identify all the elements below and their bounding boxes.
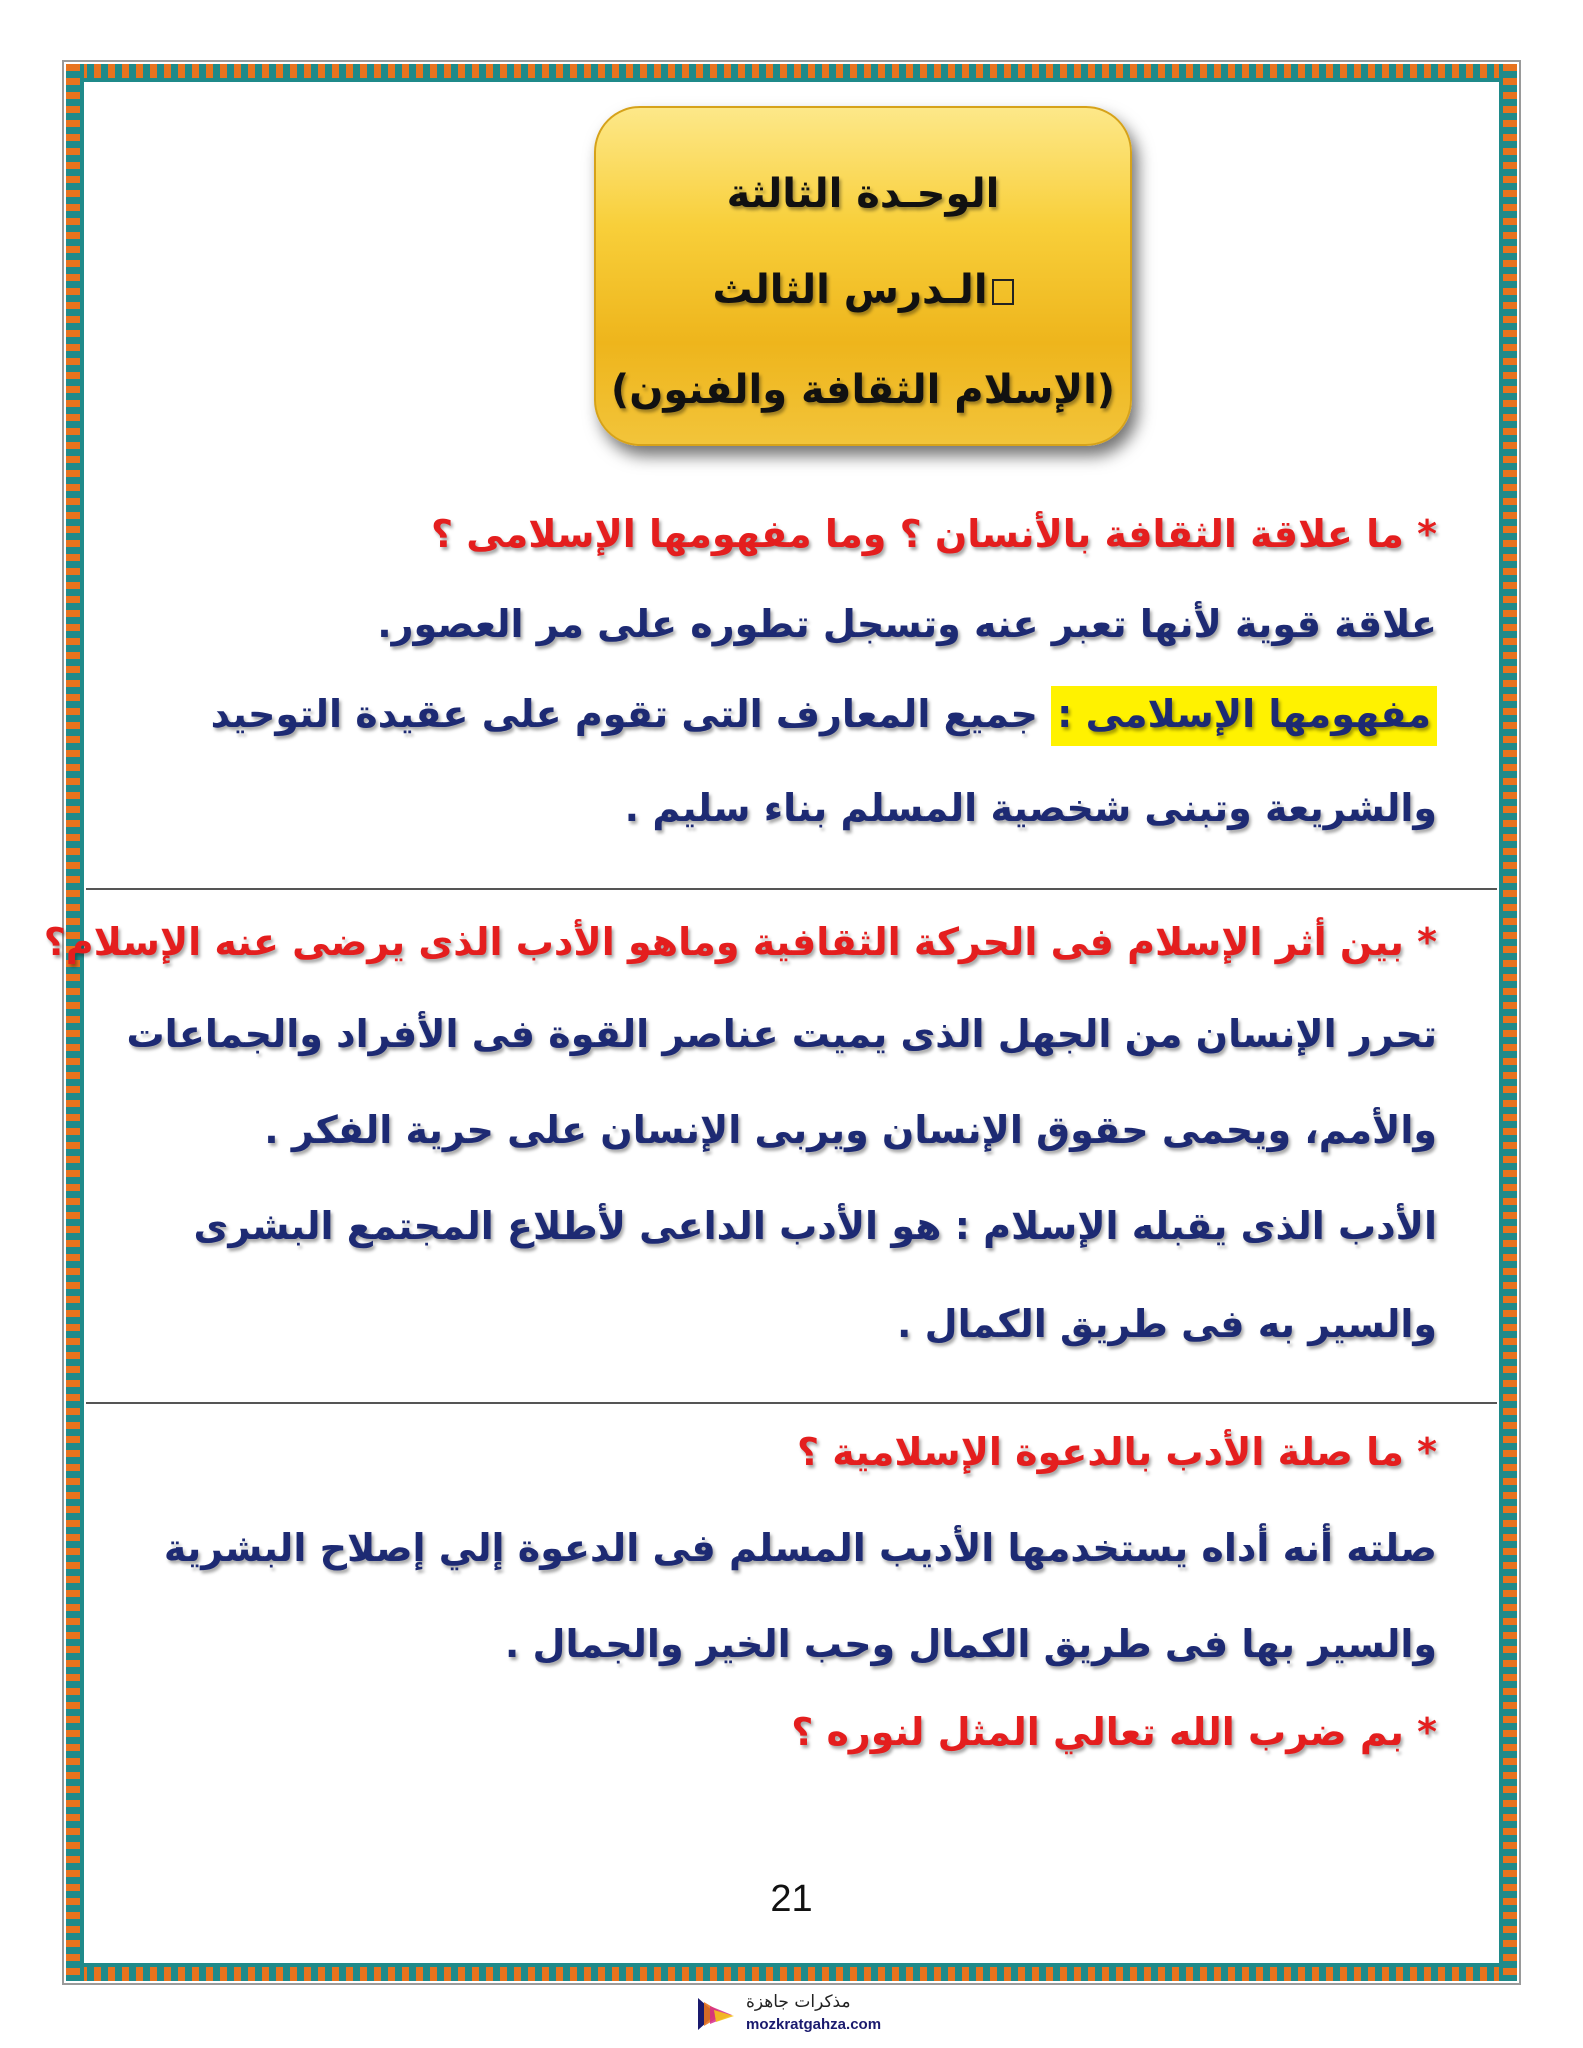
answer-2-line-4: والسير به فى طريق الكمال . xyxy=(896,1302,1437,1346)
lesson-title-box xyxy=(594,106,1132,446)
answer-2-line-2: والأمم، ويحمى حقوق الإنسان ويربى الإنسان على حرية الفكر . xyxy=(264,1108,1437,1152)
answer-2-line-1: تحرر الإنسان من الجهل الذى يميت عناصر القوة فى الأفراد والجماعات xyxy=(126,1012,1437,1056)
answer-2-line-3: الأدب الذى يقبله الإسلام : هو الأدب الداعى لأطلاع المجتمع البشرى xyxy=(193,1204,1437,1248)
answer-1-line-2 xyxy=(137,692,1437,736)
answer-1-line-1: علاقة قوية لأنها تعبر عنه وتسجل تطوره على مر العصور. xyxy=(377,602,1437,646)
question-3: * ما صلة الأدب بالدعوة الإسلامية ؟ xyxy=(797,1430,1437,1474)
logo-url-text[interactable]: mozkratgahza.com xyxy=(746,2016,882,2033)
checkbox-glyph-icon xyxy=(992,279,1014,305)
colored-arrow-logo-icon xyxy=(694,1994,736,2036)
section-divider-1 xyxy=(86,888,1497,890)
page-content xyxy=(43,96,1487,1951)
question-4: * بم ضرب الله تعالي المثل لنوره ؟ xyxy=(791,1710,1437,1754)
footer-logo[interactable] xyxy=(694,1990,914,2042)
lesson-subject: (الإسلام الثقافة والفنون) xyxy=(610,367,1116,413)
answer-1-line-2-text: جميع المعارف التى تقوم على عقيدة التوحيد xyxy=(210,692,1052,736)
lesson-title xyxy=(596,267,1130,313)
highlight-label: مفهومها الإسلامى : xyxy=(1051,686,1437,746)
answer-1-line-3: والشريعة وتبنى شخصية المسلم بناء سليم . xyxy=(624,786,1437,830)
section-divider-2 xyxy=(86,1402,1497,1404)
answer-3-line-2: والسير بها فى طريق الكمال وحب الخير والجمال . xyxy=(504,1622,1437,1666)
question-2: * بين أثر الإسلام فى الحركة الثقافية وماهو الأدب الذى يرضى عنه الإسلام؟ xyxy=(43,920,1437,964)
lesson-title-text: الـدرس الثالث xyxy=(712,267,988,313)
question-1: * ما علاقة الثقافة بالأنسان ؟ وما مفهومها الإسلامى ؟ xyxy=(431,512,1437,556)
page-number: 21 xyxy=(770,1878,813,1920)
unit-title: الوحـدة الثالثة xyxy=(726,171,1000,217)
answer-3-line-1: صلته أنه أداه يستخدمها الأديب المسلم فى الدعوة إلي إصلاح البشرية xyxy=(163,1526,1437,1570)
logo-arabic-text: مذكرات جاهزة xyxy=(746,1992,851,2012)
